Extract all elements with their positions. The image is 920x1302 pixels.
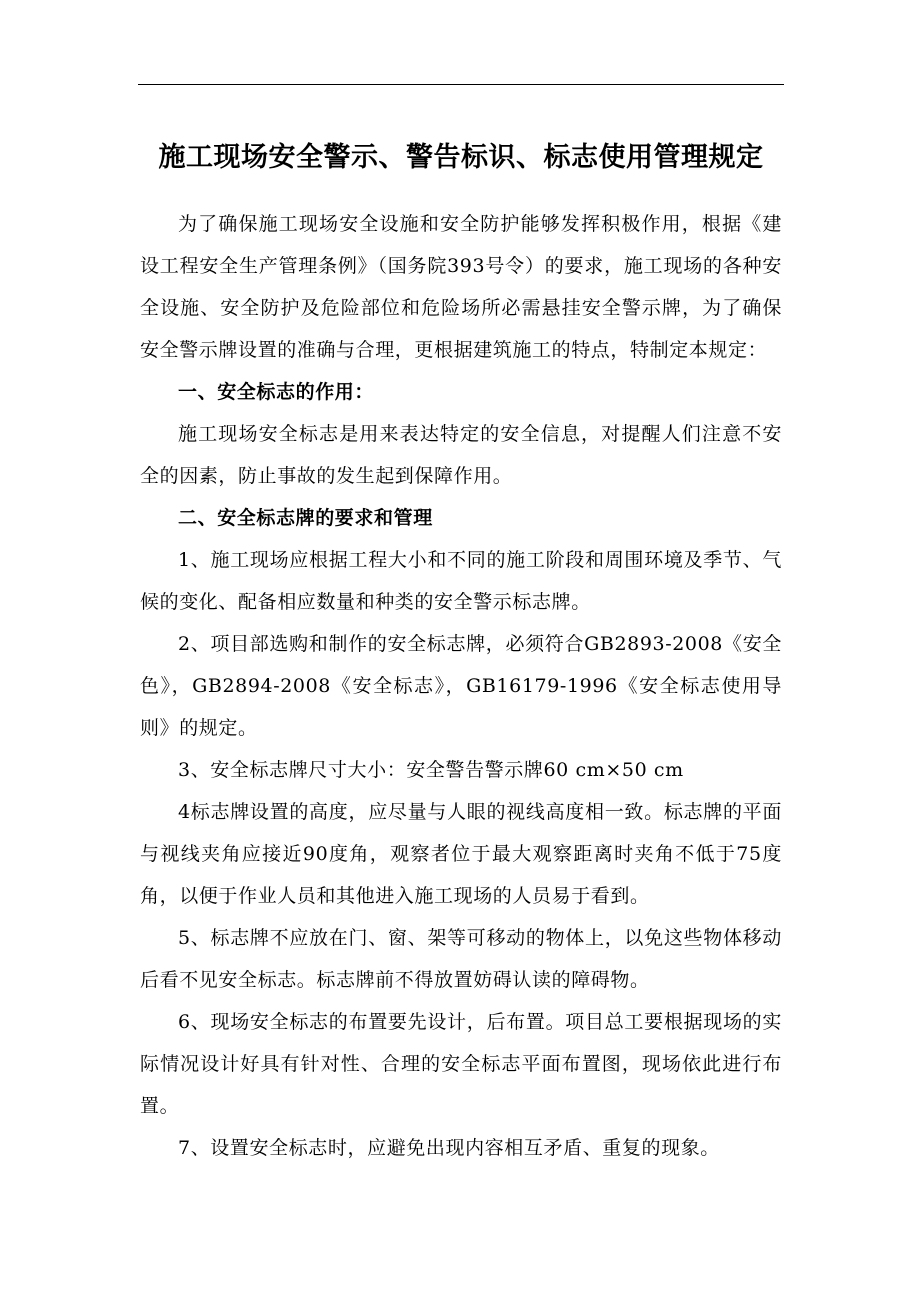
section-heading-purpose: 一、安全标志的作用： bbox=[178, 381, 375, 403]
intro-paragraph: 为了确保施工现场安全设施和安全防护能够发挥积极作用，根据《建设工程安全生产管理条例》（国务院393号令）的要求，施工现场的各种安全设施、安全防护及危险部位和危险场所必需悬挂安全警示牌，为了确保安全警示牌设置的准确与合理，更根据建筑施工的特点，特制定本规定： bbox=[140, 213, 782, 361]
requirement-item-6: 6、现场安全标志的布置要先设计，后布置。项目总工要根据现场的实际情况设计好具有针对性、合理的安全标志平面布置图，现场依此进行布置。 bbox=[140, 1011, 782, 1117]
requirement-item-3: 3、安全标志牌尺寸大小：安全警告警示牌60 cm×50 cm bbox=[178, 759, 684, 781]
requirement-item-1: 1、施工现场应根据工程大小和不同的施工阶段和周围环境及季节、气候的变化、配备相应数量和种类的安全警示标志牌。 bbox=[140, 549, 782, 613]
section-heading-requirements: 二、安全标志牌的要求和管理 bbox=[178, 507, 433, 529]
purpose-paragraph: 施工现场安全标志是用来表达特定的安全信息，对提醒人们注意不安全的因素，防止事故的发生起到保障作用。 bbox=[140, 423, 782, 487]
requirement-item-7: 7、设置安全标志时，应避免出现内容相互矛盾、重复的现象。 bbox=[178, 1137, 720, 1159]
document-body bbox=[140, 203, 782, 1169]
requirement-item-2: 2、项目部选购和制作的安全标志牌，必须符合GB2893-2008《安全色》，GB2894-2008《安全标志》，GB16179-1996《安全标志使用导则》的规定。 bbox=[140, 633, 782, 739]
header-rule bbox=[138, 84, 784, 85]
requirement-item-4: 4标志牌设置的高度，应尽量与人眼的视线高度相一致。标志牌的平面与视线夹角应接近90度角，观察者位于最大观察距离时夹角不低于75度角，以便于作业人员和其他进入施工现场的人员易于看到。 bbox=[140, 801, 782, 907]
requirement-item-5: 5、标志牌不应放在门、窗、架等可移动的物体上，以免这些物体移动后看不见安全标志。标志牌前不得放置妨碍认读的障碍物。 bbox=[140, 927, 782, 991]
document-title: 施工现场安全警示、警告标识、标志使用管理规定 bbox=[158, 142, 764, 173]
